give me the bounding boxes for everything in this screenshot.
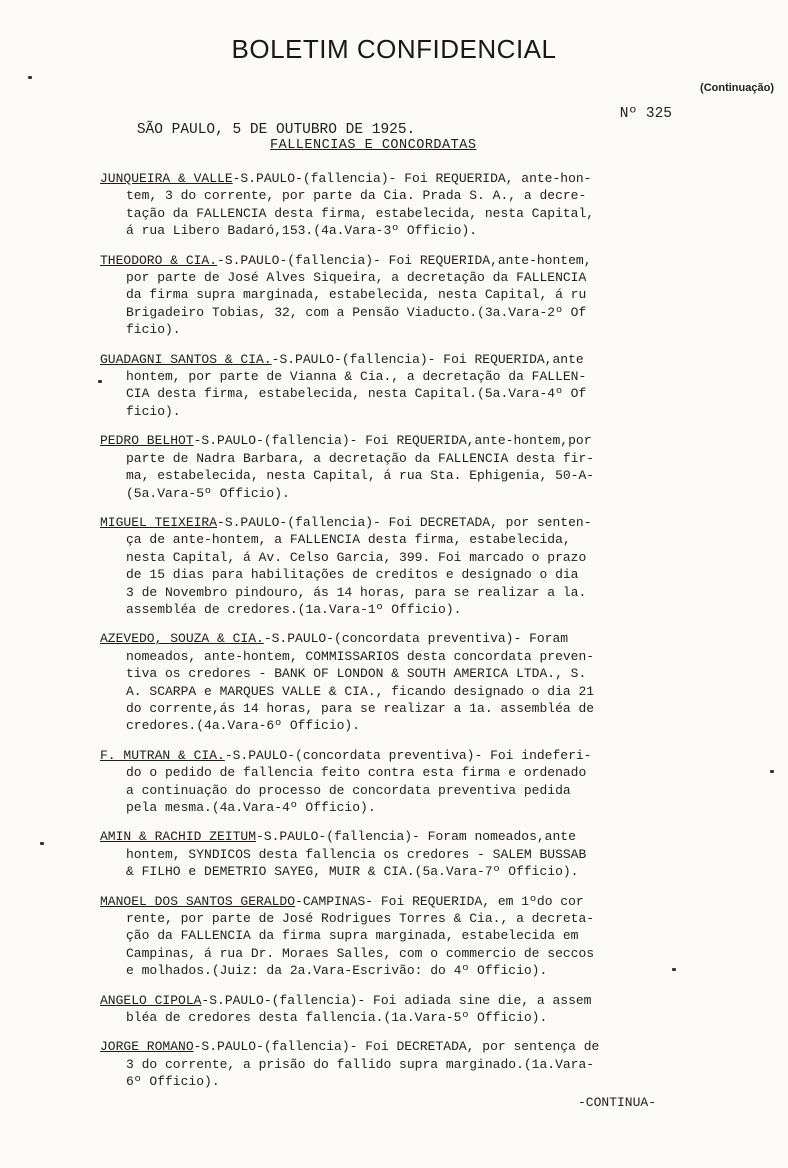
entry-line: ma, estabelecida, nesta Capital, á rua Sta. Ephigenia, 50-A- — [126, 468, 595, 484]
entry-line: nomeados, ante-hontem, COMMISSARIOS desta concordata preven- — [126, 648, 595, 664]
entry-text: -S.PAULO-(fallencia)- Foi DECRETADA, por senten- — [217, 514, 592, 530]
entry-line: 3 de Novembro pindouro, ás 14 horas, para se realizar a la. — [126, 584, 587, 600]
entry-firm-name: MANOEL DOS SANTOS GERALDO — [100, 893, 296, 909]
bulletin-title: BOLETIM CONFIDENCIAL — [231, 34, 557, 64]
entry-firm-name: ANGELO CIPOLA — [100, 992, 202, 1008]
continua-label: -CONTINUA- — [578, 1095, 657, 1110]
section-heading: FALLENCIAS E CONCORDATAS — [270, 138, 477, 153]
entry-firm-name: GUADAGNI SANTOS & CIA. — [100, 351, 272, 367]
entry-text: -S.PAULO-(fallencia)- Foram nomeados,ante — [256, 829, 576, 845]
entry-text: -S.PAULO-(fallencia)- Foi REQUERIDA,ante — [271, 351, 584, 367]
entry-line: tem, 3 do corrente, por parte da Cia. Prada S. A., a decre- — [126, 188, 587, 204]
entry-line: hontem, por parte de Vianna & Cia., a decretação da FALLEN- — [126, 369, 587, 385]
entries-list — [100, 170, 712, 1103]
entry-line: nesta Capital, á Av. Celso Garcia, 399. Foi marcado o prazo — [126, 549, 587, 565]
entry-line: ficio). — [126, 322, 181, 338]
entry-line: e molhados.(Juiz: da 2a.Vara-Escrivão: do 4º Officio). — [126, 963, 548, 979]
entry-firm-name: THEODORO & CIA. — [100, 252, 218, 268]
entry-line: ça de ante-hontem, a FALLENCIA desta firma, estabelecida, — [126, 532, 571, 548]
entry-line: 3 do corrente, a prisão do fallido supra marginado.(1a.Vara- — [126, 1056, 595, 1072]
entry-line — [100, 630, 712, 647]
entry-item — [100, 828, 712, 880]
entry-firm-name: F. MUTRAN & CIA. — [100, 747, 225, 763]
entry-line: Brigadeiro Tobias, 32, com a Pensão Viaducto.(3a.Vara-2º Of — [126, 304, 587, 320]
entry-line: parte de Nadra Barbara, a decretação da FALLENCIA desta fir- — [126, 450, 595, 466]
entry-line: ficio). — [126, 403, 181, 419]
entry-line: por parte de José Alves Siqueira, a decretação da FALLENCIA — [126, 270, 587, 286]
entry-line: do corrente,ás 14 horas, para se realizar a 1a. assembléa de — [126, 700, 595, 716]
entry-firm-name: AMIN & RACHID ZEITUM — [100, 829, 257, 845]
entry-text: -S.PAULO-(fallencia)- Foi adiada sine die, a assem — [201, 992, 592, 1008]
entry-line: da firma supra marginada, estabelecida, nesta Capital, á ru — [126, 287, 587, 303]
entry-line — [100, 992, 712, 1009]
entry-item — [100, 170, 712, 240]
entry-line: á rua Libero Badaró,153.(4a.Vara-3º Officio). — [126, 223, 478, 239]
entry-text: -S.PAULO-(fallencia)- Foi REQUERIDA, ante-hon- — [232, 171, 592, 186]
scan-speck — [28, 76, 32, 79]
entry-text: -CAMPINAS- Foi REQUERIDA, em 1ºdo cor — [295, 893, 584, 909]
entry-line — [100, 432, 712, 449]
entry-firm-name: PEDRO BELHOT — [100, 433, 194, 449]
entry-line — [100, 170, 712, 187]
entry-item — [100, 252, 712, 339]
entry-text: -S.PAULO-(concordata preventiva)- Foi indeferi- — [224, 747, 592, 763]
date-text: SÃO PAULO, 5 DE OUTUBRO DE 1925. — [136, 122, 416, 138]
entry-item — [100, 893, 712, 980]
entry-line — [100, 514, 712, 531]
scan-speck — [40, 842, 44, 845]
entry-text: -S.PAULO-(fallencia)- Foi DECRETADA, por sentença de — [193, 1039, 600, 1055]
entry-line — [100, 828, 712, 845]
entry-line: rente, por parte de José Rodrigues Torres & Cia., a decreta- — [126, 911, 595, 927]
entry-line: tação da FALLENCIA desta firma, estabelecida, nesta Capital, — [126, 205, 595, 221]
entry-line: A. SCARPA e MARQUES VALLE & CIA., ficando designado o dia 21 — [126, 683, 595, 699]
entry-line: bléa de credores desta fallencia.(1a.Vara-5º Officio). — [126, 1010, 548, 1026]
entry-line: do o pedido de fallencia feito contra esta firma e ordenado — [126, 765, 587, 781]
entry-line: a continuação do processo de concordata preventiva pedida — [126, 782, 571, 798]
entry-text: -S.PAULO-(fallencia)- Foi REQUERIDA,ante-hontem, — [217, 252, 592, 268]
continuation-label: (Continuação) — [700, 82, 774, 94]
entry-firm-name: JORGE ROMANO — [100, 1039, 194, 1055]
entry-line: 6º Officio). — [126, 1074, 220, 1090]
entry-firm-name: JUNQUEIRA & VALLE — [100, 171, 233, 186]
entry-line: de 15 dias para habilitações de creditos e designado o dia — [126, 567, 579, 583]
entry-line — [100, 252, 712, 269]
entry-line — [100, 351, 712, 368]
entry-line: CIA desta firma, estabelecida, nesta Capital.(5a.Vara-4º Of — [126, 386, 587, 402]
entry-line: pela mesma.(4a.Vara-4º Officio). — [126, 800, 376, 815]
entry-text: -S.PAULO-(fallencia)- Foi REQUERIDA,ante-hontem,por — [193, 433, 592, 449]
bulletin-number: Nº 325 — [619, 106, 672, 122]
entry-line: Campinas, á rua Dr. Moraes Salles, com o commercio de seccos — [126, 945, 595, 961]
entry-item — [100, 351, 712, 421]
entry-item — [100, 630, 712, 734]
entry-line — [100, 1038, 712, 1055]
entry-line: hontem, SYNDICOS desta fallencia os credores - SALEM BUSSAB — [126, 846, 587, 862]
entry-line: assembléa de credores.(1a.Vara-1º Officio). — [126, 601, 462, 617]
entry-line: & FILHO e DEMETRIO SAYEG, MUIR & CIA.(5a.Vara-7º Officio). — [126, 864, 579, 880]
entry-line: tiva os credores - BANK OF LONDON & SOUTH AMERICA LTDA., S. — [126, 666, 587, 682]
entry-line — [100, 747, 712, 764]
scan-speck — [672, 968, 676, 971]
scan-speck — [98, 380, 102, 383]
entry-item — [100, 992, 712, 1027]
entry-item — [100, 747, 712, 817]
entry-firm-name: MIGUEL TEIXEIRA — [100, 514, 218, 530]
entry-line: ção da FALLENCIA da firma supra marginada, estabelecida em — [126, 928, 579, 944]
entry-item — [100, 1038, 712, 1090]
entry-line — [100, 893, 712, 910]
entry-item — [100, 514, 712, 618]
scan-speck — [770, 770, 774, 773]
entry-line: (5a.Vara-5º Officio). — [126, 485, 290, 501]
entry-line: credores.(4a.Vara-6º Officio). — [126, 718, 361, 734]
entry-firm-name: AZEVEDO, SOUZA & CIA. — [100, 631, 264, 647]
entry-item — [100, 432, 712, 502]
entry-text: -S.PAULO-(concordata preventiva)- Foram — [263, 631, 569, 647]
